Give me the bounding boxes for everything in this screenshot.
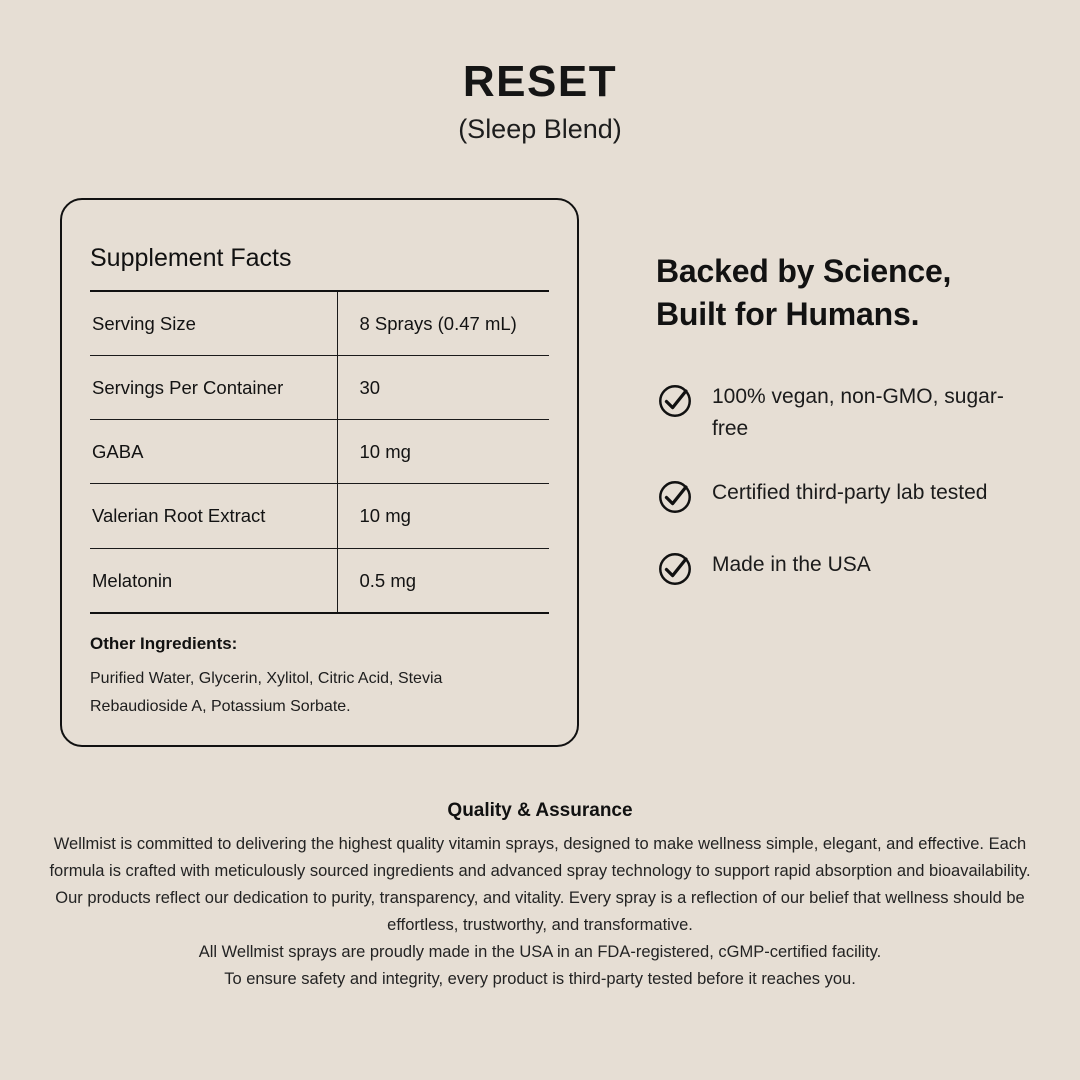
benefits-column: [656, 250, 1046, 588]
quality-assurance-section: [35, 800, 1045, 993]
list-item: [656, 549, 1046, 588]
benefit-label: 100% vegan, non-GMO, sugar-free: [712, 385, 1004, 440]
table-row: [90, 356, 549, 420]
benefits-heading: [656, 250, 1046, 335]
supplement-facts-title: Supplement Facts: [90, 244, 292, 272]
facts-row-label: Valerian Root Extract: [90, 484, 337, 548]
table-row: [90, 548, 549, 613]
facts-row-value: 0.5 mg: [337, 548, 549, 613]
quality-paragraph: Wellmist is committed to delivering the highest quality vitamin sprays, designed to make wellness simple, elegant, and effective. Each formula is crafted with meticulously sourced ingredients and advanced spray technology to support rapid absorption and bioavailability.: [49, 835, 1031, 881]
facts-row-label: Servings Per Container: [90, 356, 337, 420]
supplement-facts-card: [60, 198, 579, 747]
table-row: [90, 484, 549, 548]
quality-assurance-title: Quality & Assurance: [447, 800, 633, 821]
benefit-label: Made in the USA: [712, 553, 871, 577]
facts-row-label: GABA: [90, 420, 337, 484]
page-title: RESET: [462, 57, 618, 106]
facts-row-label: Melatonin: [90, 548, 337, 613]
other-ingredients-body: Purified Water, Glycerin, Xylitol, Citric Acid, Stevia Rebaudioside A, Potassium Sorbate.: [90, 669, 443, 715]
quality-paragraph: All Wellmist sprays are proudly made in the USA in an FDA-registered, cGMP-certified facility.: [198, 943, 882, 962]
facts-row-value: 8 Sprays (0.47 mL): [337, 292, 549, 356]
facts-row-value: 30: [337, 356, 549, 420]
list-item: [656, 477, 1046, 516]
quality-paragraph: To ensure safety and integrity, every product is third-party tested before it reaches you.: [224, 970, 856, 989]
benefit-label: Certified third-party lab tested: [712, 481, 988, 505]
benefits-heading-line-1: Backed by Science,: [656, 253, 952, 289]
check-circle-icon: [656, 550, 694, 588]
facts-row-value: 10 mg: [337, 484, 549, 548]
facts-row-label: Serving Size: [90, 292, 337, 356]
list-item: [656, 381, 1046, 444]
table-row: [90, 292, 549, 356]
check-circle-icon: [656, 382, 694, 420]
quality-paragraph: Our products reflect our dedication to purity, transparency, and vitality. Every spray is a reflection of our belief that wellness should be effortless, trustworthy, and transformative.: [55, 889, 1025, 935]
supplement-facts-table: [90, 292, 549, 614]
check-circle-icon: [656, 478, 694, 516]
page-subtitle: (Sleep Blend): [458, 114, 622, 145]
page-header: [0, 58, 1080, 145]
benefits-heading-line-2: Built for Humans.: [656, 295, 920, 332]
facts-row-value: 10 mg: [337, 420, 549, 484]
other-ingredients-title: Other Ingredients:: [90, 633, 238, 653]
benefits-list: [656, 381, 1046, 588]
table-row: [90, 420, 549, 484]
